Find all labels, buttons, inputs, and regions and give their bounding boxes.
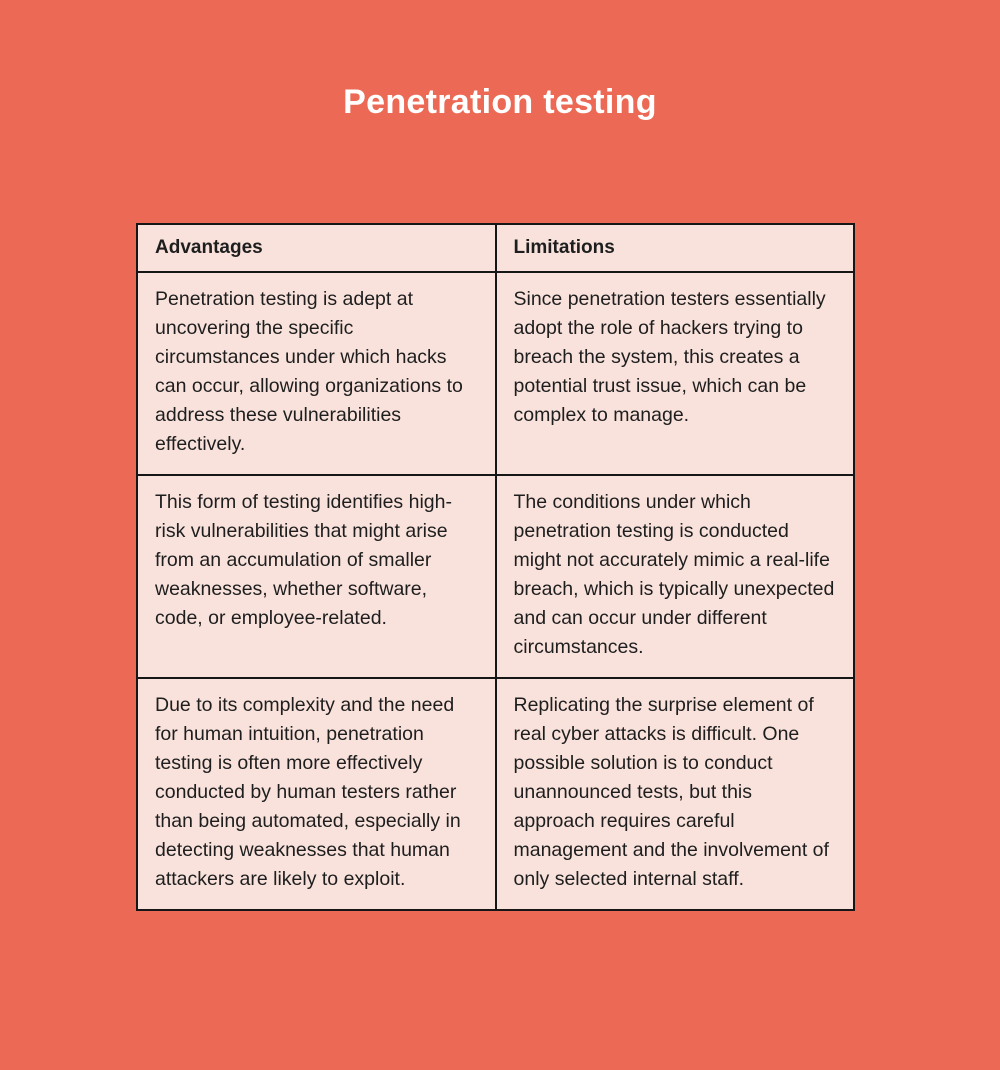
table-header-limitations: Limitations [496,224,855,272]
table-cell-advantage-2: This form of testing identifies high-risk vulnerabilities that might arise from an accumulation of smaller weaknesses, whether software, code, or employee-related. [137,475,496,678]
page-title: Penetration testing [343,83,657,121]
table-header-advantages: Advantages [137,224,496,272]
advantages-limitations-table [136,223,855,911]
table-row [137,475,854,678]
table-cell-advantage-1: Penetration testing is adept at uncovering the specific circumstances under which hacks can occur, allowing organizations to address these vulnerabilities effectively. [137,272,496,475]
table-header-row [137,224,854,272]
table-cell-advantage-3: Due to its complexity and the need for human intuition, penetration testing is often more effectively conducted by human testers rather than being automated, especially in detecting weaknesses that human attackers are likely to exploit. [137,678,496,910]
table-cell-limitation-1: Since penetration testers essentially adopt the role of hackers trying to breach the system, this creates a potential trust issue, which can be complex to manage. [496,272,855,475]
table-row [137,678,854,910]
table-cell-limitation-2: The conditions under which penetration testing is conducted might not accurately mimic a real-life breach, which is typically unexpected and can occur under different circumstances. [496,475,855,678]
table-row [137,272,854,475]
table-cell-limitation-3: Replicating the surprise element of real cyber attacks is difficult. One possible solution is to conduct unannounced tests, but this approach requires careful management and the involvement of only selected internal staff. [496,678,855,910]
